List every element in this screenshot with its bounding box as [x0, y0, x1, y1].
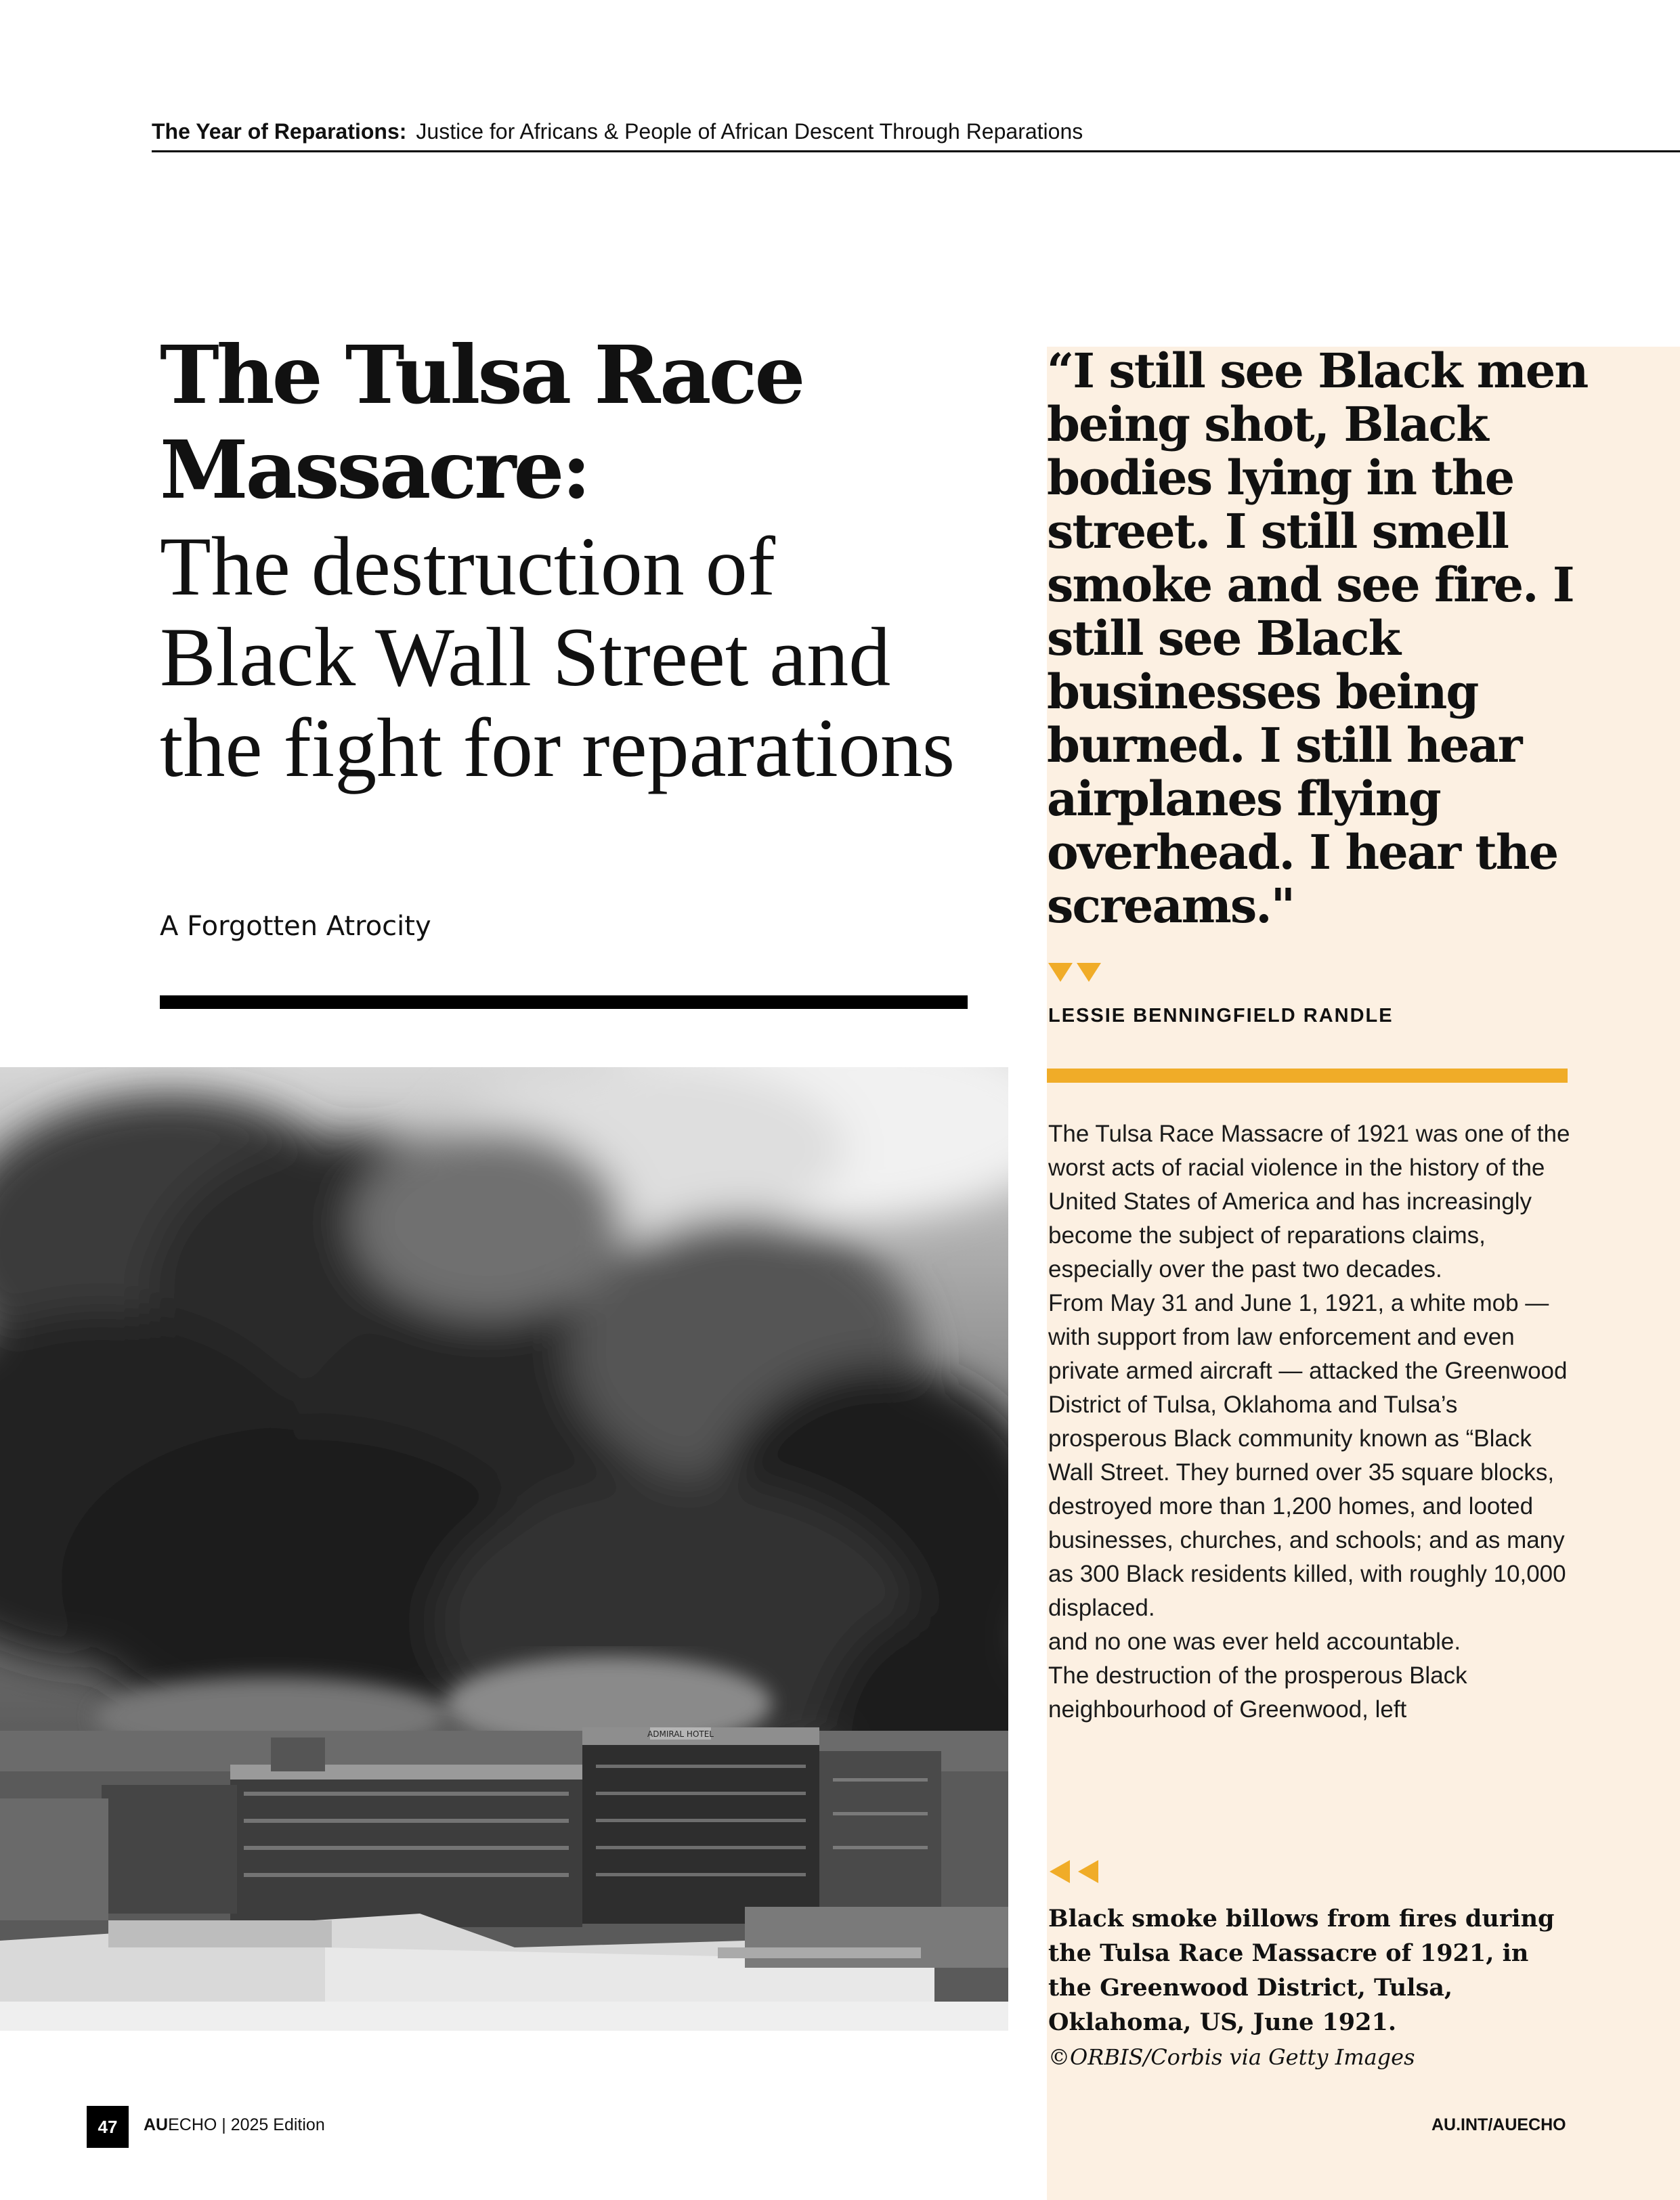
body-paragraph: and no one was ever held accountable. [1048, 1629, 1461, 1655]
body-paragraph: The destruction of the prosperous Black neighbourhood of Greenwood, left [1048, 1662, 1467, 1723]
hotel-sign: ADMIRAL HOTEL [647, 1729, 714, 1739]
article-body [1048, 1117, 1576, 1727]
series-title: The Year of Reparations: [152, 119, 407, 144]
greenwood-fire-photo [0, 1067, 1008, 2031]
photo-credit: ©ORBIS/Corbis via Getty Images [1048, 2044, 1415, 2070]
brand-au: AU [144, 2115, 169, 2134]
page-number: 47 [87, 2106, 129, 2148]
brand-edition: ECHO | 2025 Edition [168, 2115, 325, 2134]
article-subtitle: The destruction of Black Wall Street and the fight for reparations [160, 520, 955, 794]
double-triangle-left-icon [1048, 1860, 1102, 1884]
pull-quote: “I still see Black men being shot, Black bodies lying in the street. I still smell smoke and see fire. I still see Black businesses being burned. I still hear airplanes flying overhead. I hear the screams." [1047, 343, 1588, 934]
title-rule [160, 995, 968, 1009]
photo-caption [1048, 1901, 1563, 2075]
article-title: The Tulsa Race Massacre: [160, 328, 803, 517]
running-header [152, 119, 1680, 144]
body-paragraph: The Tulsa Race Massacre of 1921 was one of the worst acts of racial violence in the history of the United States of America and has increasingly become the subject of reparations claims, especially over the past two decades. [1048, 1121, 1570, 1282]
body-paragraph: From May 31 and June 1, 1921, a white mob — with support from law enforcement and even private armed aircraft — attacked the Greenwood District of Tulsa, Oklahoma and Tulsa’s prosperous Black community known as “Black Wall Street. They burned over 35 square blocks, destroyed more than 1,200 homes, and looted businesses, churches, and schools; and as many as 300 Black residents killed, with roughly 10,000 displaced. [1048, 1290, 1568, 1621]
quote-attribution: LESSIE BENNINGFIELD RANDLE [1048, 1005, 1394, 1027]
website-link[interactable]: AU.INT/AUECHO [1431, 2115, 1566, 2134]
double-triangle-down-icon [1048, 963, 1109, 985]
accent-rule [1047, 1069, 1568, 1083]
publication-label [144, 2115, 325, 2135]
series-subtitle: Justice for Africans & People of African Descent Through Reparations [416, 119, 1083, 144]
caption-text: Black smoke billows from fires during the Tulsa Race Massacre of 1921, in the Greenwood District, Tulsa, Oklahoma, US, June 1921. [1048, 1905, 1555, 2036]
header-rule [152, 150, 1680, 152]
article-kicker: A Forgotten Atrocity [160, 911, 431, 942]
